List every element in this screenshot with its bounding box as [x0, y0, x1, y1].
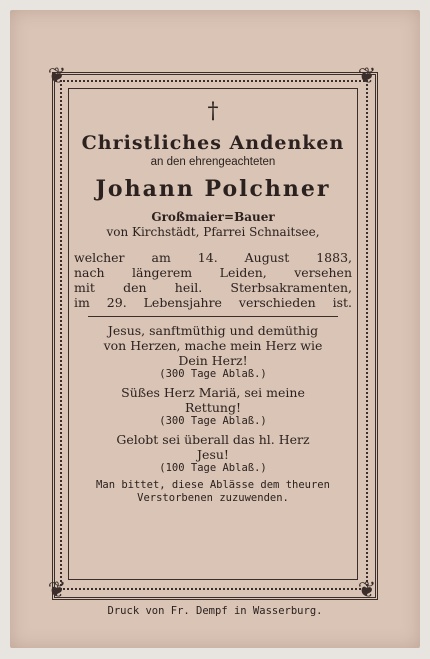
death-notice	[74, 250, 352, 310]
death-line: im 29. Lebensjahre verschieden ist.	[74, 295, 352, 310]
cross-icon: †	[207, 99, 219, 124]
prayer-line: Dein Herz!	[178, 353, 248, 368]
indulgence-note: (300 Tage Ablaß.)	[159, 415, 267, 427]
printer-imprint: Druck von Fr. Dempf in Wasserburg.	[107, 605, 323, 617]
occupation: Großmaier=Bauer	[151, 210, 275, 224]
prayer-line: Gelobt sei überall das hl. Herz	[116, 432, 310, 447]
closing-request	[74, 479, 352, 505]
deceased-name: Johann Polchner	[95, 176, 331, 202]
death-line: welcher am 14. August 1883,	[74, 250, 352, 265]
closing-line: Man bittet, diese Ablässe dem theuren	[96, 479, 330, 491]
scroll-ornament-icon: ❦	[47, 64, 67, 89]
prayer-1	[74, 323, 352, 368]
divider	[88, 316, 338, 317]
prayer-line: Rettung!	[185, 400, 241, 415]
scroll-ornament-icon: ❦	[357, 578, 377, 603]
residence: von Kirchstädt, Pfarrei Schnaitsee,	[106, 225, 320, 239]
prayer-3	[74, 432, 352, 462]
closing-line: Verstorbenen zuzuwenden.	[137, 492, 289, 504]
prayer-2	[74, 385, 352, 415]
scroll-ornament-icon: ❦	[357, 64, 377, 89]
scroll-ornament-icon: ❦	[47, 578, 67, 603]
prayer-line: Jesu!	[197, 447, 229, 462]
card-content	[74, 100, 352, 505]
card-subtitle: an den ehrengeachteten	[150, 156, 276, 168]
indulgence-note: (300 Tage Ablaß.)	[159, 368, 267, 380]
death-line: nach längerem Leiden, versehen	[74, 265, 352, 280]
prayer-line: Jesus, sanftmüthig und demüthig	[107, 323, 319, 338]
indulgence-note: (100 Tage Ablaß.)	[159, 462, 267, 474]
prayer-line: von Herzen, mache mein Herz wie	[103, 338, 323, 353]
prayer-line: Süßes Herz Mariä, sei meine	[121, 385, 305, 400]
death-line: mit den heil. Sterbsakramenten,	[74, 280, 352, 295]
card-title: Christliches Andenken	[81, 132, 345, 154]
